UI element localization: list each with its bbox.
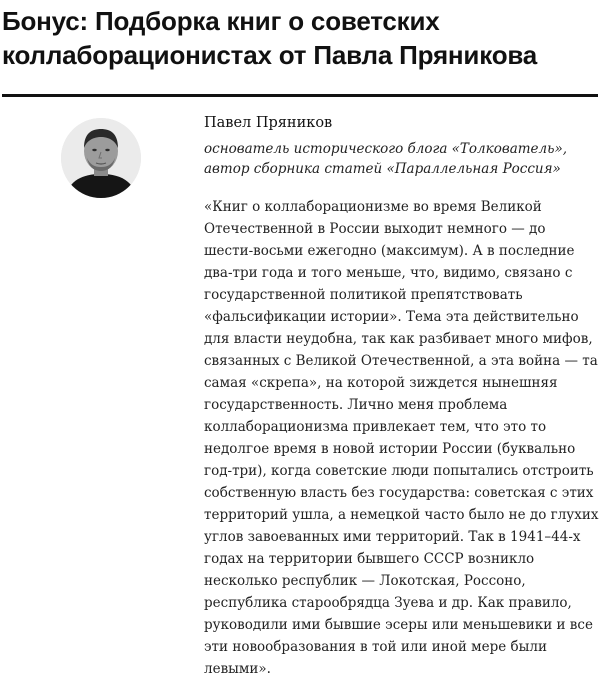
section-divider — [2, 94, 598, 97]
author-portrait-icon — [61, 118, 141, 198]
quote-line: эти новообразования в той или иной мере были — [204, 639, 547, 655]
author-name: Павел Пряников — [204, 115, 333, 131]
quote-line: государственной политикой препятствовать — [204, 287, 523, 303]
quote-text — [204, 196, 599, 680]
quote-line: шести-восьми ежегодно (максимум). А в последние — [204, 243, 575, 259]
quote-line: левыми». — [204, 661, 271, 677]
quote-line: годах на территории бывшего СССР возникло — [204, 551, 535, 567]
quote-line: несколько республик — Локотская, Россоно, — [204, 573, 526, 589]
quote-line: для власти неудобна, так как разбивает много мифов, — [204, 331, 593, 347]
quote-line: «Книг о коллаборационизме во время Великой — [204, 199, 542, 215]
quote-line: недолгое время в новой истории России (буквально — [204, 441, 576, 457]
quote-line: Отечественной в России выходит немного — до — [204, 221, 546, 237]
quote-line: руководили ими бывшие эсеры или меньшевики и все — [204, 617, 593, 633]
author-role-line: основатель исторического блога «Толкователь», — [204, 141, 568, 157]
quote-line: собственную власть без государства: советская с этих — [204, 485, 594, 501]
article-title-line: коллаборационистах от Павла Пряникова — [2, 40, 538, 70]
author-role-line: автор сборника статей «Параллельная Россия» — [204, 161, 561, 177]
article-title — [2, 4, 598, 72]
quote-line: год-три), когда советские люди попытались отстроить — [204, 463, 594, 479]
quote-line: территорий ушла, а немецкой часто было не до глухих — [204, 507, 599, 523]
quote-line: связанных с Великой Отечественной, а эта война — та — [204, 353, 598, 369]
quote-line: «фальсификации истории». Тема эта действительно — [204, 309, 579, 325]
quote-line: два-три года и того меньше, что, видимо, связано с — [204, 265, 573, 281]
author-avatar — [61, 118, 141, 198]
author-role — [204, 139, 594, 179]
quote-line: самая «скрепа», на которой зиждется нынешняя — [204, 375, 558, 391]
quote-line: республика старообрядца Зуева и др. Как правило, — [204, 595, 572, 611]
quote-line: углов завоеванных ими территорий. Так в 1941–44-х — [204, 529, 581, 545]
quote-line: коллаборационизма привлекает тем, что это то — [204, 419, 547, 435]
quote-line: государственность. Лично меня проблема — [204, 397, 508, 413]
author-block — [204, 112, 594, 179]
article-title-line: Бонус: Подборка книг о советских — [2, 6, 440, 36]
